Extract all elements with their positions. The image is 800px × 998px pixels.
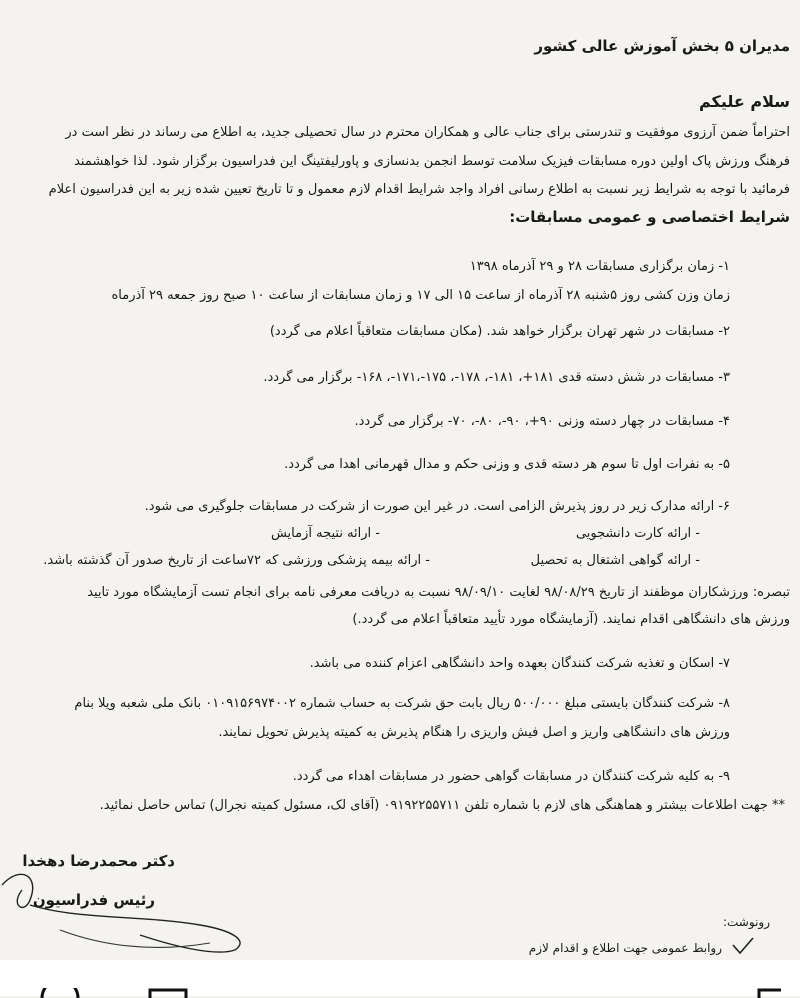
item-1-sub: زمان وزن کشی روز ۵شنبه ۲۸ آذرماه از ساعت ۱۵ الی ۱۷ و زمان مسابقات از ساعت ۱۰ صبح روز جمعه ۲۹ آذرماه xyxy=(111,288,730,303)
conditions-heading: شرایط اختصاصی و عمومی مسابقات: xyxy=(509,208,790,226)
item-9: ۹- به کلیه شرکت کنندگان در مسابقات گواهی حضور در مسابقات اهداء می گردد. xyxy=(292,769,730,784)
bottom-toolbar xyxy=(0,960,800,996)
signature-name: دکتر محمدرضا دهخدا xyxy=(22,852,175,870)
item-8-line-2: ورزش های دانشگاهی واریز و اصل فیش واریزی را هنگام پذیرش به کمیته پذیرش تحویل نمایند. xyxy=(218,725,730,740)
recipient-line: مدیران ۵ بخش آموزش عالی کشور xyxy=(534,37,790,55)
item-1: ۱- زمان برگزاری مسابقات ۲۸ و ۲۹ آذرماه ۱۳۹۸ xyxy=(469,259,730,274)
intro-line-1: احتراماً ضمن آرزوی موفقیت و تندرستی برای جناب عالی و همکاران محترم در سال تحصیلی جدید، به اطلاع می رساند در نظر است در xyxy=(65,125,790,140)
handwritten-signature xyxy=(0,845,260,960)
item-8-line-1: ۸- شرکت کنندگان بایستی مبلغ ۵۰۰/۰۰۰ ریال بابت حق شرکت به حساب شماره ۰۱۰۹۱۵۶۹۷۴۰۰۲ بانک ملی شعبه ویلا بنام xyxy=(74,696,730,711)
item-5: ۵- به نفرات اول تا سوم هر دسته قدی و وزنی حکم و مدال قهرمانی اهدا می گردد. xyxy=(284,457,730,472)
note-line-1: تبصره: ورزشکاران موظفند از تاریخ ۹۸/۰۸/۲۹ لغایت ۹۸/۰۹/۱۰ نسبت به دریافت معرفی نامه برای انجام تست آزمایشگاه مورد تایید xyxy=(87,585,790,600)
square-icon[interactable] xyxy=(148,988,188,998)
item-3: ۳- مسابقات در شش دسته قدی ۱۸۱+، ۱۸۱-، ۱۷۸-، ۱۷۵-،۱۷۱-، ۱۶۸- برگزار می گردد. xyxy=(263,370,730,385)
salutation: سلام علیکم xyxy=(698,92,790,111)
item-2: ۲- مسابقات در شهر تهران برگزار خواهد شد. (مکان مسابقات متعاقباً اعلام می گردد) xyxy=(269,324,730,339)
note-line-2: ورزش های دانشگاهی اقدام نمایند. (آزمایشگاه مورد تأیید متعاقباً اعلام می گردد.) xyxy=(352,612,790,627)
circle-icon[interactable] xyxy=(40,988,80,998)
doc-student-card: - ارائه کارت دانشجویی xyxy=(575,526,700,541)
checkmark-icon xyxy=(730,935,756,957)
doc-test-result: - ارائه نتیجه آزمایش xyxy=(270,526,380,541)
intro-line-2: فرهنگ ورزش پاک اولین دوره مسابقات فیزیک سلامت توسط انجمن بدنسازی و پاورلیفتینگ این فدراسیون برگزار شود. لذا خواهشمند xyxy=(74,154,790,169)
signature-title: رئیس فدراسیون xyxy=(32,891,155,909)
cc-label: رونوشت: xyxy=(722,915,770,929)
doc-enrollment: - ارائه گواهی اشتغال به تحصیل xyxy=(530,553,700,568)
doc-insurance: - ارائه بیمه پزشکی ورزشی که ۷۲ساعت از تاریخ صدور آن گذشته باشد. xyxy=(43,553,430,568)
item-6: ۶- ارائه مدارک زیر در روز پذیرش الزامی است. در غیر این صورت از شرکت در مسابقات جلوگیری می شود. xyxy=(144,499,730,514)
item-7: ۷- اسکان و تغذیه شرکت کنندگان بعهده واحد دانشگاهی اعزام کننده می باشد. xyxy=(309,656,730,671)
bracket-icon[interactable] xyxy=(755,988,785,998)
item-4: ۴- مسابقات در چهار دسته وزنی ۹۰+، ۹۰-، ۸۰-، ۷۰- برگزار می گردد. xyxy=(354,414,730,429)
cc-line: روابط عمومی جهت اطلاع و اقدام لازم xyxy=(528,941,722,955)
footnote: ** جهت اطلاعات بیشتر و هماهنگی های لازم با شماره تلفن ۰۹۱۹۲۲۵۵۷۱۱ (آقای لک، مسئول کمیته نجرال) تماس حاصل نمائید. xyxy=(99,798,785,813)
intro-line-3: فرمائید با توجه به شرایط زیر نسبت به اطلاع رسانی افراد واجد شرایط اقدام لازم معمول و تا تاریخ تعیین شده زیر به این فدراسیون اعلام xyxy=(48,182,790,197)
